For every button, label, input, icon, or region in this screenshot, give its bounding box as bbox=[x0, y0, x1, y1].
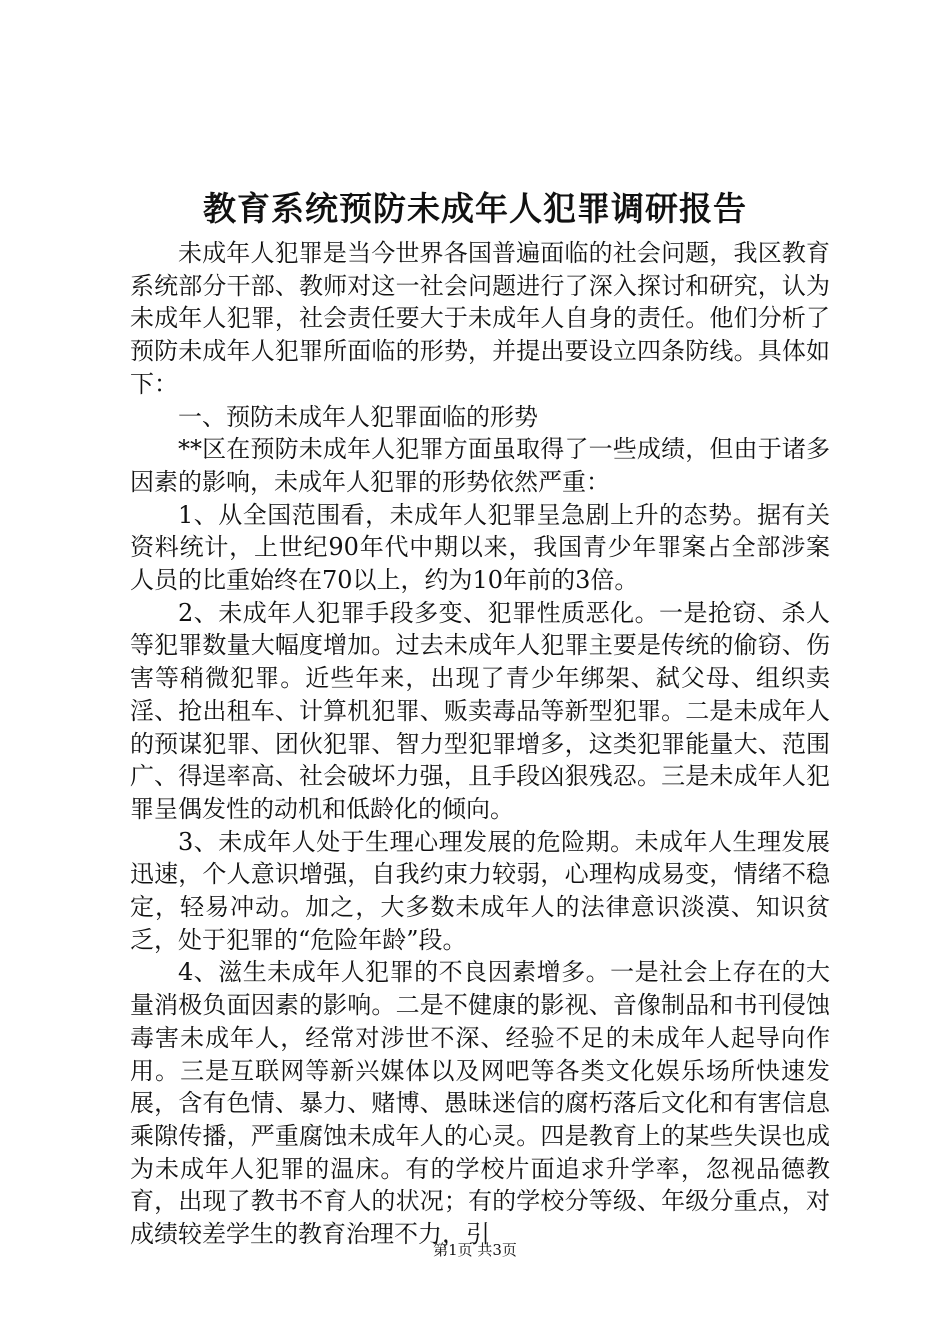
paragraph-point-3: 3、未成年人处于生理心理发展的危险期。未成年人生理发展迅速，个人意识增强，自我约束力较弱，心理构成易变，情绪不稳定，轻易冲动。加之，大多数未成年人的法律意识淡漠、知识贫乏，处于犯罪的“危险年龄”段。 bbox=[130, 827, 830, 954]
section-heading-1: 一、预防未成年人犯罪面临的形势 bbox=[178, 402, 538, 431]
document-body bbox=[130, 237, 830, 1251]
paragraph-point-4: 4、滋生未成年人犯罪的不良因素增多。一是社会上存在的大量消极负面因素的影响。二是不健康的影视、音像制品和书刊侵蚀毒害未成年人，经常对涉世不深、经验不足的未成年人起导向作用。三是互联网等新兴媒体以及网吧等各类文化娱乐场所快速发展，含有色情、暴力、赌博、愚昧迷信的腐朽落后文化和有害信息乘隙传播，严重腐蚀未成年人的心灵。四是教育上的某些失误也成为未成年人犯罪的温床。有的学校片面追求升学率，忽视品德教育，出现了教书不育人的状况；有的学校分等级、年级分重点，对成绩较差学生的教育治理不力，引 bbox=[130, 958, 830, 1249]
paragraph-point-2: 2、未成年人犯罪手段多变、犯罪性质恶化。一是抢窃、杀人等犯罪数量大幅度增加。过去未成年人犯罪主要是传统的偷窃、伤害等稍微犯罪。近些年来，出现了青少年绑架、弑父母、组织卖淫、抢出租车、计算机犯罪、贩卖毒品等新型犯罪。二是未成年人的预谋犯罪、团伙犯罪、智力型犯罪增多，这类犯罪能量大、范围广、得逞率高、社会破坏力强，且手段凶狠残忍。三是未成年人犯罪呈偶发性的动机和低龄化的倾向。 bbox=[130, 598, 830, 823]
paragraph-intro: 未成年人犯罪是当今世界各国普遍面临的社会问题，我区教育系统部分干部、教师对这一社会问题进行了深入探讨和研究，认为未成年人犯罪，社会责任要大于未成年人自身的责任。他们分析了预防未成年人犯罪所面临的形势，并提出要设立四条防线。具体如下： bbox=[130, 239, 830, 398]
document-title: 教育系统预防未成年人犯罪调研报告 bbox=[203, 189, 747, 228]
page-number-footer: 第1页 共3页 bbox=[433, 1241, 517, 1259]
paragraph-situation: **区在预防未成年人犯罪方面虽取得了一些成绩，但由于诸多因素的影响，未成年人犯罪的形势依然严重： bbox=[130, 435, 830, 496]
paragraph-point-1: 1、从全国范围看，未成年人犯罪呈急剧上升的态势。据有关资料统计，上世纪90年代中期以来，我国青少年罪案占全部涉案人员的比重始终在70以上，约为10年前的3倍。 bbox=[130, 500, 830, 595]
